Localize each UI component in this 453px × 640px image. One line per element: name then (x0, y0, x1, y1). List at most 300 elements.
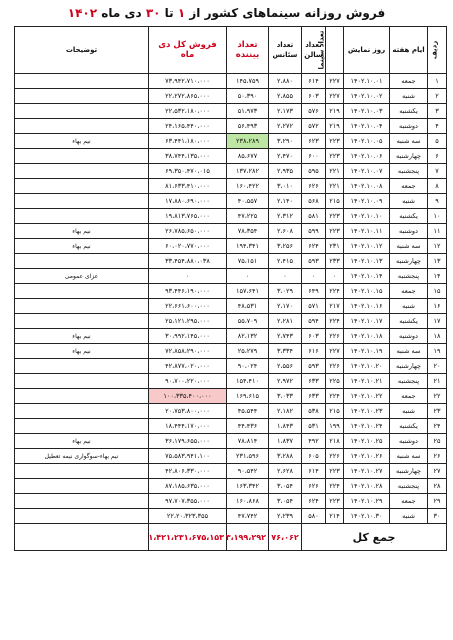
cell-note (15, 119, 149, 134)
table-row (15, 209, 447, 224)
cell-cinemas: ۱۹۹ (326, 419, 344, 434)
cell-audience: ۲۵،۲۷۹ (227, 344, 269, 359)
header-date: روز نمایش (344, 27, 390, 74)
cell-weekday: سه شنبه (390, 134, 428, 149)
cell-note (15, 359, 149, 374)
cell-row-number: ۱۵ (428, 284, 447, 299)
cell-date: ۱۴۰۲.۱۰.۱۲ (344, 239, 390, 254)
cell-audience: ۱۴۵،۷۵۹ (227, 74, 269, 89)
cell-cinemas: ۲۲۱ (326, 179, 344, 194)
cell-weekday: دوشنبه (390, 329, 428, 344)
cell-date: ۱۴۰۲.۱۰.۲۸ (344, 479, 390, 494)
cell-date: ۱۴۰۲.۱۰.۰۷ (344, 164, 390, 179)
cell-row-number: ۱۱ (428, 224, 447, 239)
cell-weekday: جمعه (390, 389, 428, 404)
cell-screenings: ۰ (269, 269, 302, 284)
cell-halls: ۵۹۳ (302, 254, 326, 269)
cell-screenings: ۲،۸۸۰ (269, 74, 302, 89)
cell-weekday: جمعه (390, 494, 428, 509)
cell-note: نیم بهاء-سوگواری نیمه تعطیل (15, 449, 149, 464)
cell-note (15, 374, 149, 389)
cell-sales: ۳۰،۹۹۲،۱۴۵،۰۰۰ (149, 329, 227, 344)
cell-cinemas: ۲۱۷ (326, 299, 344, 314)
cell-row-number: ۱۴ (428, 269, 447, 284)
cell-audience: ۴۰،۵۵۷ (227, 194, 269, 209)
totals-screenings: ۷۶،۰۶۲ (269, 524, 302, 551)
cell-screenings: ۳،۳۳۴ (269, 344, 302, 359)
table-row (15, 269, 447, 284)
cell-row-number: ۷ (428, 164, 447, 179)
cell-weekday: شنبه (390, 509, 428, 524)
cell-sales: ۳۶،۱۷۹،۶۵۵،۰۰۰ (149, 434, 227, 449)
table-row (15, 389, 447, 404)
cell-cinemas: ۲۲۶ (326, 359, 344, 374)
page-title: فروش روزانه سینماهای کشور از ۱ تا ۳۰ دی ماه ۱۴۰۲ (67, 6, 386, 20)
cell-cinemas: ۲۲۳ (326, 464, 344, 479)
cell-weekday: شنبه (390, 194, 428, 209)
cell-cinemas: ۲۱۹ (326, 104, 344, 119)
header-cinemas: تعداد سینما (326, 27, 344, 74)
cell-note (15, 299, 149, 314)
cell-audience: ۰ (227, 269, 269, 284)
cell-halls: ۶۴۹ (302, 284, 326, 299)
cell-row-number: ۲۲ (428, 389, 447, 404)
cell-date: ۱۴۰۲.۱۰.۲۹ (344, 494, 390, 509)
cell-cinemas: ۲۳۱ (326, 239, 344, 254)
table-row (15, 419, 447, 434)
cell-halls: ۵۷۱ (302, 299, 326, 314)
cell-weekday: سه شنبه (390, 239, 428, 254)
cell-sales: ۸۱،۶۳۳،۴۱۰،۰۰۰ (149, 179, 227, 194)
cell-sales: ۶۹،۳۵۰،۴۷۰،۰۱۵ (149, 164, 227, 179)
table-row (15, 299, 447, 314)
totals-label: جمع کل (302, 524, 447, 551)
cell-date: ۱۴۰۲.۱۰.۲۰ (344, 359, 390, 374)
cell-date: ۱۴۰۲.۱۰.۱۵ (344, 284, 390, 299)
cell-sales: ۴۲،۸۷۷،۰۲۰،۰۰۰ (149, 359, 227, 374)
header-sales: فروش کل دی ماه (149, 27, 227, 74)
cell-cinemas: ۲۲۷ (326, 89, 344, 104)
cell-sales: ۴۲،۸۰۶،۳۳۰،۰۰۰ (149, 464, 227, 479)
cell-weekday: جمعه (390, 74, 428, 89)
cell-halls: ۶۳۳ (302, 374, 326, 389)
cell-sales: ۶۳،۴۴۱،۱۸۰،۰۰۰ (149, 134, 227, 149)
cell-sales: ۲۵،۱۲۱،۲۹۵،۰۰۰ (149, 314, 227, 329)
cell-date: ۱۴۰۲.۱۰.۱۷ (344, 314, 390, 329)
cell-date: ۱۴۰۲.۱۰.۱۱ (344, 224, 390, 239)
table-row (15, 89, 447, 104)
cell-sales: ۱۰۰،۳۳۵،۴۰۰،۰۰۰ (149, 389, 227, 404)
cell-audience: ۸۵،۶۷۷ (227, 149, 269, 164)
table-row (15, 149, 447, 164)
cell-cinemas: ۲۲۷ (326, 344, 344, 359)
cell-halls: ۶۰۰ (302, 149, 326, 164)
cell-weekday: جمعه (390, 179, 428, 194)
cell-weekday: شنبه (390, 299, 428, 314)
cell-date: ۱۴۰۲.۱۰.۰۸ (344, 179, 390, 194)
cell-screenings: ۳،۰۲۹ (269, 284, 302, 299)
cell-row-number: ۲۳ (428, 404, 447, 419)
cell-sales: ۲۲،۲۰،۳۲۳،۳۵۵ (149, 509, 227, 524)
cell-halls: ۶۰۳ (302, 89, 326, 104)
cell-date: ۱۴۰۲.۱۰.۱۰ (344, 209, 390, 224)
cell-date: ۱۴۰۲.۱۰.۲۴ (344, 419, 390, 434)
cell-halls: ۵۳۸ (302, 404, 326, 419)
cell-weekday: پنجشنبه (390, 164, 428, 179)
table-row (15, 359, 447, 374)
cell-sales: ۸۷،۱۸۵،۶۳۵،۰۰۰ (149, 479, 227, 494)
cell-sales: ۹۳،۴۴۶،۱۹۰،۰۰۰ (149, 284, 227, 299)
cell-screenings: ۲،۱۷۳ (269, 104, 302, 119)
cell-halls: ۵۹۴ (302, 314, 326, 329)
cell-screenings: ۲،۴۷۰ (269, 149, 302, 164)
cell-sales: ۱۸،۴۴۴،۱۷۰،۰۰۰ (149, 419, 227, 434)
cell-note (15, 209, 149, 224)
cell-screenings: ۲،۱۷۰ (269, 299, 302, 314)
cell-sales: ۲۰،۷۵۳،۸۰۰،۰۰۰ (149, 404, 227, 419)
cell-row-number: ۲۰ (428, 359, 447, 374)
cell-audience: ۴۵،۵۴۴ (227, 404, 269, 419)
cell-date: ۱۴۰۲.۱۰.۰۲ (344, 89, 390, 104)
cell-halls: ۵۸۰ (302, 509, 326, 524)
cell-halls: ۶۲۶ (302, 479, 326, 494)
cell-screenings: ۲،۵۵۶ (269, 359, 302, 374)
cell-weekday: یکشنبه (390, 314, 428, 329)
cell-screenings: ۳،۲۸۸ (269, 449, 302, 464)
cell-date: ۱۴۰۲.۱۰.۰۴ (344, 119, 390, 134)
cell-audience: ۸۲،۱۳۲ (227, 329, 269, 344)
cell-audience: ۵۱،۹۷۳ (227, 104, 269, 119)
cell-screenings: ۲،۱۸۲ (269, 404, 302, 419)
cell-screenings: ۳،۰۳۳ (269, 389, 302, 404)
cell-halls: ۶۲۳ (302, 134, 326, 149)
cell-note (15, 389, 149, 404)
cell-sales: ۲۲،۵۳۲،۱۸۰،۰۰۰ (149, 104, 227, 119)
cell-audience: ۴۴،۴۳۶ (227, 419, 269, 434)
cell-date: ۱۴۰۲.۱۰.۲۳ (344, 404, 390, 419)
cell-note: نیم بهاء (15, 224, 149, 239)
cell-sales: ۳۸،۷۴۴،۱۳۵،۰۰۰ (149, 149, 227, 164)
cell-cinemas: ۲۱۸ (326, 434, 344, 449)
cell-row-number: ۳ (428, 104, 447, 119)
cell-date: ۱۴۰۲.۱۰.۱۹ (344, 344, 390, 359)
cell-screenings: ۲،۶۲۸ (269, 464, 302, 479)
cell-halls: ۶۲۶ (302, 179, 326, 194)
cell-row-number: ۲۷ (428, 464, 447, 479)
header-weekday: ایام هفته (390, 27, 428, 74)
cell-halls: ۵۳۱ (302, 419, 326, 434)
cell-cinemas: ۲۲۷ (326, 74, 344, 89)
cell-audience: ۴۷،۷۴۲ (227, 509, 269, 524)
cell-sales: ۱۷،۸۸۰،۶۹۰،۰۰۰ (149, 194, 227, 209)
cell-screenings: ۳،۰۱۰ (269, 179, 302, 194)
cell-audience: ۱۶۰،۴۲۲ (227, 179, 269, 194)
cell-date: ۱۴۰۲.۱۰.۱۶ (344, 299, 390, 314)
cell-weekday: پنجشنبه (390, 269, 428, 284)
cell-note (15, 509, 149, 524)
cell-sales: ۰ (149, 269, 227, 284)
cell-halls: ۶۲۴ (302, 494, 326, 509)
cell-note: نیم بهاء (15, 329, 149, 344)
cell-sales: ۶۰،۰۲۰،۷۷۰،۰۰۰ (149, 239, 227, 254)
cell-halls: ۵۶۸ (302, 194, 326, 209)
cell-weekday: سه شنبه (390, 449, 428, 464)
cell-audience: ۱۵۷،۶۴۱ (227, 284, 269, 299)
cell-row-number: ۱۸ (428, 329, 447, 344)
cell-note (15, 464, 149, 479)
cell-cinemas: ۲۲۴ (326, 314, 344, 329)
cell-note (15, 104, 149, 119)
cell-row-number: ۲۶ (428, 449, 447, 464)
table-row (15, 479, 447, 494)
cell-date: ۱۴۰۲.۱۰.۰۹ (344, 194, 390, 209)
cell-note: نیم بهاء (15, 344, 149, 359)
cell-note: عزای عمومی (15, 269, 149, 284)
cell-screenings: ۲،۱۴۰ (269, 194, 302, 209)
cell-audience: ۵۰،۳۹۰ (227, 89, 269, 104)
table-row (15, 239, 447, 254)
cell-audience: ۵۵،۷۰۹ (227, 314, 269, 329)
cell-date: ۱۴۰۲.۱۰.۱۴ (344, 269, 390, 284)
cell-row-number: ۱۰ (428, 209, 447, 224)
cell-row-number: ۳۰ (428, 509, 447, 524)
cell-halls: ۶۱۴ (302, 464, 326, 479)
cell-halls: ۵۹۵ (302, 164, 326, 179)
cell-audience: ۱۵۴،۴۱۰ (227, 374, 269, 389)
cell-audience: ۱۶۹،۶۱۵ (227, 389, 269, 404)
cell-note (15, 89, 149, 104)
cell-cinemas: ۲۱۴ (326, 509, 344, 524)
cell-weekday: شنبه (390, 404, 428, 419)
cell-date: ۱۴۰۲.۱۰.۳۰ (344, 509, 390, 524)
cell-sales: ۲۴،۱۶۵،۴۴۰،۰۰۰ (149, 119, 227, 134)
cell-row-number: ۸ (428, 179, 447, 194)
cell-cinemas: ۰ (326, 269, 344, 284)
cell-row-number: ۱۶ (428, 299, 447, 314)
cell-note (15, 179, 149, 194)
cell-weekday: پنجشنبه (390, 479, 428, 494)
cell-note (15, 194, 149, 209)
cell-cinemas: ۲۲۳ (326, 224, 344, 239)
cell-halls: ۵۹۳ (302, 359, 326, 374)
cell-cinemas: ۲۲۴ (326, 389, 344, 404)
cell-date: ۱۴۰۲.۱۰.۰۳ (344, 104, 390, 119)
cell-row-number: ۱۲ (428, 239, 447, 254)
totals-row (15, 524, 447, 551)
header-audience: تعداد بیننده (227, 27, 269, 74)
header-row (15, 27, 447, 74)
cell-halls: ۶۰۵ (302, 449, 326, 464)
cell-date: ۱۴۰۲.۱۰.۲۷ (344, 464, 390, 479)
cell-note (15, 164, 149, 179)
cell-screenings: ۲،۶۰۸ (269, 224, 302, 239)
cell-halls: ۶۱۶ (302, 344, 326, 359)
totals-audience: ۳،۱۹۹،۲۹۲ (227, 524, 269, 551)
cell-audience: ۴۸،۵۳۱ (227, 299, 269, 314)
table-row (15, 374, 447, 389)
cell-screenings: ۳،۰۵۴ (269, 479, 302, 494)
totals-notes-empty (15, 524, 149, 551)
cell-cinemas: ۲۲۳ (326, 149, 344, 164)
cell-sales: ۹۷،۷۰۷،۳۵۵،۰۰۰ (149, 494, 227, 509)
cell-weekday: چهارشنبه (390, 149, 428, 164)
cell-row-number: ۲۴ (428, 419, 447, 434)
cell-halls: ۶۳۳ (302, 389, 326, 404)
cell-note: نیم بهاء (15, 239, 149, 254)
cell-row-number: ۴ (428, 119, 447, 134)
cell-date: ۱۴۰۲.۱۰.۲۶ (344, 449, 390, 464)
cell-cinemas: ۲۲۶ (326, 449, 344, 464)
cell-screenings: ۳،۲۹۰ (269, 134, 302, 149)
cell-audience: ۹۰،۰۲۴ (227, 359, 269, 374)
table-row (15, 134, 447, 149)
cell-screenings: ۲،۲۳۹ (269, 509, 302, 524)
table-row (15, 74, 447, 89)
cell-halls: ۰ (302, 269, 326, 284)
cell-sales: ۱۹،۸۱۳،۷۶۵،۰۰۰ (149, 209, 227, 224)
cell-weekday: چهارشنبه (390, 359, 428, 374)
cell-cinemas: ۲۲۳ (326, 494, 344, 509)
cell-row-number: ۱ (428, 74, 447, 89)
cell-screenings: ۲،۹۷۲ (269, 374, 302, 389)
cell-weekday: دوشنبه (390, 434, 428, 449)
cell-note (15, 254, 149, 269)
table-row (15, 464, 447, 479)
cell-weekday: دوشنبه (390, 119, 428, 134)
cell-audience: ۵۶،۴۹۳ (227, 119, 269, 134)
cell-sales: ۲۲،۲۷۲،۸۶۵،۰۰۰ (149, 89, 227, 104)
header-halls: تعداد سالن (302, 27, 326, 74)
cell-note (15, 494, 149, 509)
cell-audience: ۲۳۱،۵۹۶ (227, 449, 269, 464)
cell-date: ۱۴۰۲.۱۰.۰۱ (344, 74, 390, 89)
cell-audience: ۴۷،۲۲۵ (227, 209, 269, 224)
table-row (15, 434, 447, 449)
cell-cinemas: ۲۲۵ (326, 374, 344, 389)
cell-date: ۱۴۰۲.۱۰.۱۳ (344, 254, 390, 269)
cell-weekday: چهارشنبه (390, 254, 428, 269)
cell-screenings: ۳،۲۵۶ (269, 239, 302, 254)
cell-row-number: ۶ (428, 149, 447, 164)
cell-note (15, 74, 149, 89)
cell-date: ۱۴۰۲.۱۰.۲۲ (344, 389, 390, 404)
table-row (15, 509, 447, 524)
cell-screenings: ۱،۸۴۳ (269, 419, 302, 434)
table-row (15, 179, 447, 194)
cell-note (15, 419, 149, 434)
cell-screenings: ۲،۲۸۱ (269, 314, 302, 329)
cell-audience: ۱۳۷،۲۸۲ (227, 164, 269, 179)
cell-note (15, 149, 149, 164)
cell-row-number: ۱۹ (428, 344, 447, 359)
cell-row-number: ۲۱ (428, 374, 447, 389)
cell-screenings: ۲،۴۱۵ (269, 254, 302, 269)
cell-audience: ۹۰،۵۴۲ (227, 464, 269, 479)
cell-note (15, 479, 149, 494)
table-row (15, 224, 447, 239)
cell-sales: ۲۲،۶۶۱،۶۰۰،۰۰۰ (149, 299, 227, 314)
table-row (15, 104, 447, 119)
cell-screenings: ۲،۸۵۵ (269, 89, 302, 104)
cell-screenings: ۲،۲۷۲ (269, 119, 302, 134)
cell-halls: ۵۷۲ (302, 119, 326, 134)
table-row (15, 404, 447, 419)
cell-row-number: ۲۸ (428, 479, 447, 494)
cell-row-number: ۹ (428, 194, 447, 209)
cell-row-number: ۱۷ (428, 314, 447, 329)
cell-note (15, 314, 149, 329)
cell-row-number: ۲ (428, 89, 447, 104)
cell-audience: ۷۵،۱۵۱ (227, 254, 269, 269)
cell-weekday: یکشنبه (390, 419, 428, 434)
table-row (15, 119, 447, 134)
cell-sales: ۷۳،۹۴۲،۷۱۰،۰۰۰ (149, 74, 227, 89)
cell-date: ۱۴۰۲.۱۰.۰۶ (344, 149, 390, 164)
cell-screenings: ۱،۸۳۷ (269, 434, 302, 449)
cell-halls: ۶۲۴ (302, 239, 326, 254)
table-row (15, 449, 447, 464)
table-row (15, 194, 447, 209)
cell-halls: ۵۸۱ (302, 209, 326, 224)
cell-screenings: ۲،۷۴۳ (269, 329, 302, 344)
cell-note: نیم بهاء (15, 434, 149, 449)
cell-sales: ۳۳،۴۵۴،۸۸۰،۰۳۸ (149, 254, 227, 269)
header-screenings: تعداد سئانس (269, 27, 302, 74)
cell-audience: ۲۳۸،۲۸۹ (227, 134, 269, 149)
cell-weekday: یکشنبه (390, 104, 428, 119)
cell-row-number: ۵ (428, 134, 447, 149)
cell-halls: ۵۹۹ (302, 224, 326, 239)
cell-date: ۱۴۰۲.۱۰.۲۱ (344, 374, 390, 389)
cell-date: ۱۴۰۲.۱۰.۲۵ (344, 434, 390, 449)
cell-sales: ۲۶،۷۸۵،۶۵۰،۰۰۰ (149, 224, 227, 239)
cell-cinemas: ۲۲۴ (326, 479, 344, 494)
cell-cinemas: ۲۱۵ (326, 404, 344, 419)
cell-cinemas: ۲۲۱ (326, 164, 344, 179)
cell-sales: ۷۵،۵۸۳،۹۴۱،۱۰۰ (149, 449, 227, 464)
cell-halls: ۶۰۳ (302, 329, 326, 344)
table-row (15, 254, 447, 269)
table-row (15, 329, 447, 344)
cell-weekday: شنبه (390, 89, 428, 104)
cell-halls: ۴۹۲ (302, 434, 326, 449)
cell-weekday: جمعه (390, 284, 428, 299)
table-row (15, 164, 447, 179)
cell-cinemas: ۲۲۳ (326, 209, 344, 224)
cell-cinemas: ۲۲۶ (326, 329, 344, 344)
cell-cinemas: ۲۱۵ (326, 194, 344, 209)
cell-halls: ۶۱۴ (302, 74, 326, 89)
cell-audience: ۷۸،۳۵۴ (227, 224, 269, 239)
cell-note: نیم بهاء (15, 134, 149, 149)
cell-date: ۱۴۰۲.۱۰.۱۸ (344, 329, 390, 344)
header-row-number: ردیف (428, 27, 447, 74)
cell-weekday: چهارشنبه (390, 464, 428, 479)
cell-weekday: دوشنبه (390, 224, 428, 239)
cell-row-number: ۲۹ (428, 494, 447, 509)
cell-screenings: ۲،۳۱۲ (269, 209, 302, 224)
cell-halls: ۵۷۶ (302, 104, 326, 119)
cell-note (15, 284, 149, 299)
cell-screenings: ۲،۹۳۵ (269, 164, 302, 179)
cell-audience: ۱۶۳،۳۴۲ (227, 479, 269, 494)
header-notes: توضیحات (15, 27, 149, 74)
sales-table (14, 26, 447, 551)
table-row (15, 314, 447, 329)
table-row (15, 344, 447, 359)
cell-weekday: سه شنبه (390, 344, 428, 359)
cell-row-number: ۱۳ (428, 254, 447, 269)
